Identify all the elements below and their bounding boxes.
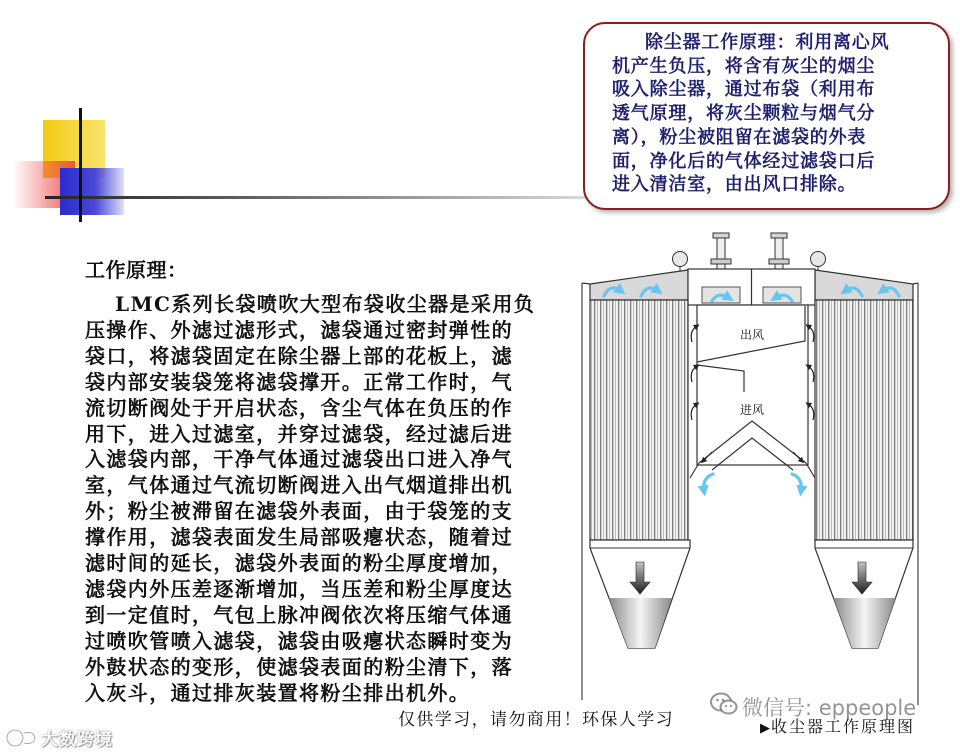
wechat-watermark: [710, 692, 916, 723]
body-line: 袋内部安装袋笼将滤袋撑开。正常工作时，气: [85, 369, 513, 394]
summary-line: 离），粉尘被阻留在滤袋的外表: [612, 126, 867, 148]
air-tank-left: [673, 252, 688, 273]
body-line: 流切断阀处于开启状态，含尘气体在负压的作: [85, 395, 513, 420]
body-line: 撑作用，滤袋表面发生局部吸瘪状态，随着过: [85, 525, 513, 550]
body-line: 入滤袋内部，干净气体通过滤袋出口进入净气: [85, 447, 513, 472]
summary-line: 面，净化后的气体经过滤袋口后: [612, 150, 876, 172]
body-line: 滤时间的延长，滤袋外表面的粉尘厚度增加，: [85, 551, 513, 576]
deco-vertical-rule: [79, 108, 82, 222]
body-line: 室，气体通过气流切断阀进入出气烟道排出机: [85, 473, 513, 498]
roof-chamber-left: [582, 270, 688, 300]
body-line: 过喷吹管喷入滤袋，滤袋由吸瘪状态瞬时变为: [85, 628, 513, 653]
caption-marker: ▶: [760, 721, 771, 736]
dust-collector-diagram: [570, 225, 930, 710]
filter-bags-right: [815, 300, 913, 540]
section-heading: 工作原理：: [85, 258, 188, 282]
body-line: 到一定值时，气包上脉冲阀依次将压缩气体通: [85, 602, 513, 627]
pulse-pipe-left: [711, 233, 731, 270]
summary-line: 吸入除尘器，通过布袋（利用布: [612, 79, 876, 101]
summary-line: 除尘器工作原理：利用离心风: [645, 32, 890, 53]
summary-line: 透气原理，将灰尘颗粒与烟气分: [612, 103, 876, 125]
outlet-label: 出风: [739, 328, 765, 342]
body-line: LMC系列长袋喷吹大型布袋收尘器是采用负: [115, 292, 536, 316]
body-line: 袋口，将滤袋固定在除尘器上部的花板上，滤: [85, 343, 513, 368]
roof-chamber-right: [815, 270, 918, 300]
body-line: 入灰斗，通过排灰装置将粉尘排出机外。: [85, 680, 471, 705]
clean-air-plenum: [688, 269, 815, 305]
principle-summary-box: [583, 22, 950, 210]
deco-blue-square: [60, 168, 124, 215]
usage-notice: 仅供学习，请勿商用！环保人学习: [398, 710, 674, 730]
summary-line: 进入清洁室，由出风口排除。: [612, 174, 857, 196]
body-line: 外；粉尘被滞留在滤袋外表面，由于袋笼的支: [85, 499, 513, 524]
hopper-right: [815, 540, 913, 648]
wechat-id-text: 微信号: eppeople: [742, 695, 917, 720]
deco-horizontal-rule: [45, 196, 590, 199]
summary-line: 机产生负压，将含有灰尘的烟尘: [612, 55, 876, 77]
brand-name: 大数跨境: [41, 730, 113, 750]
body-line: 用下，进入过滤室，并穿过滤袋，经过滤后进: [85, 421, 513, 446]
brand-watermark: [4, 727, 113, 753]
pulse-pipe-right: [769, 233, 789, 270]
body-line: 外鼓状态的变形，使滤袋表面的粉尘清下，落: [85, 654, 513, 679]
inlet-label: 进风: [739, 403, 765, 417]
caption-text: 收尘器工作原理图: [771, 717, 916, 736]
body-line: 压操作、外滤过滤形式，滤袋通过密封弹性的: [85, 317, 513, 342]
body-line: 滤袋内外压差逐渐增加，当压差和粉尘厚度达: [85, 576, 513, 601]
brand-logo-icon: [4, 727, 38, 753]
filter-bags-left: [590, 300, 688, 540]
body-paragraph: [85, 292, 555, 707]
wechat-icon: [710, 692, 738, 723]
